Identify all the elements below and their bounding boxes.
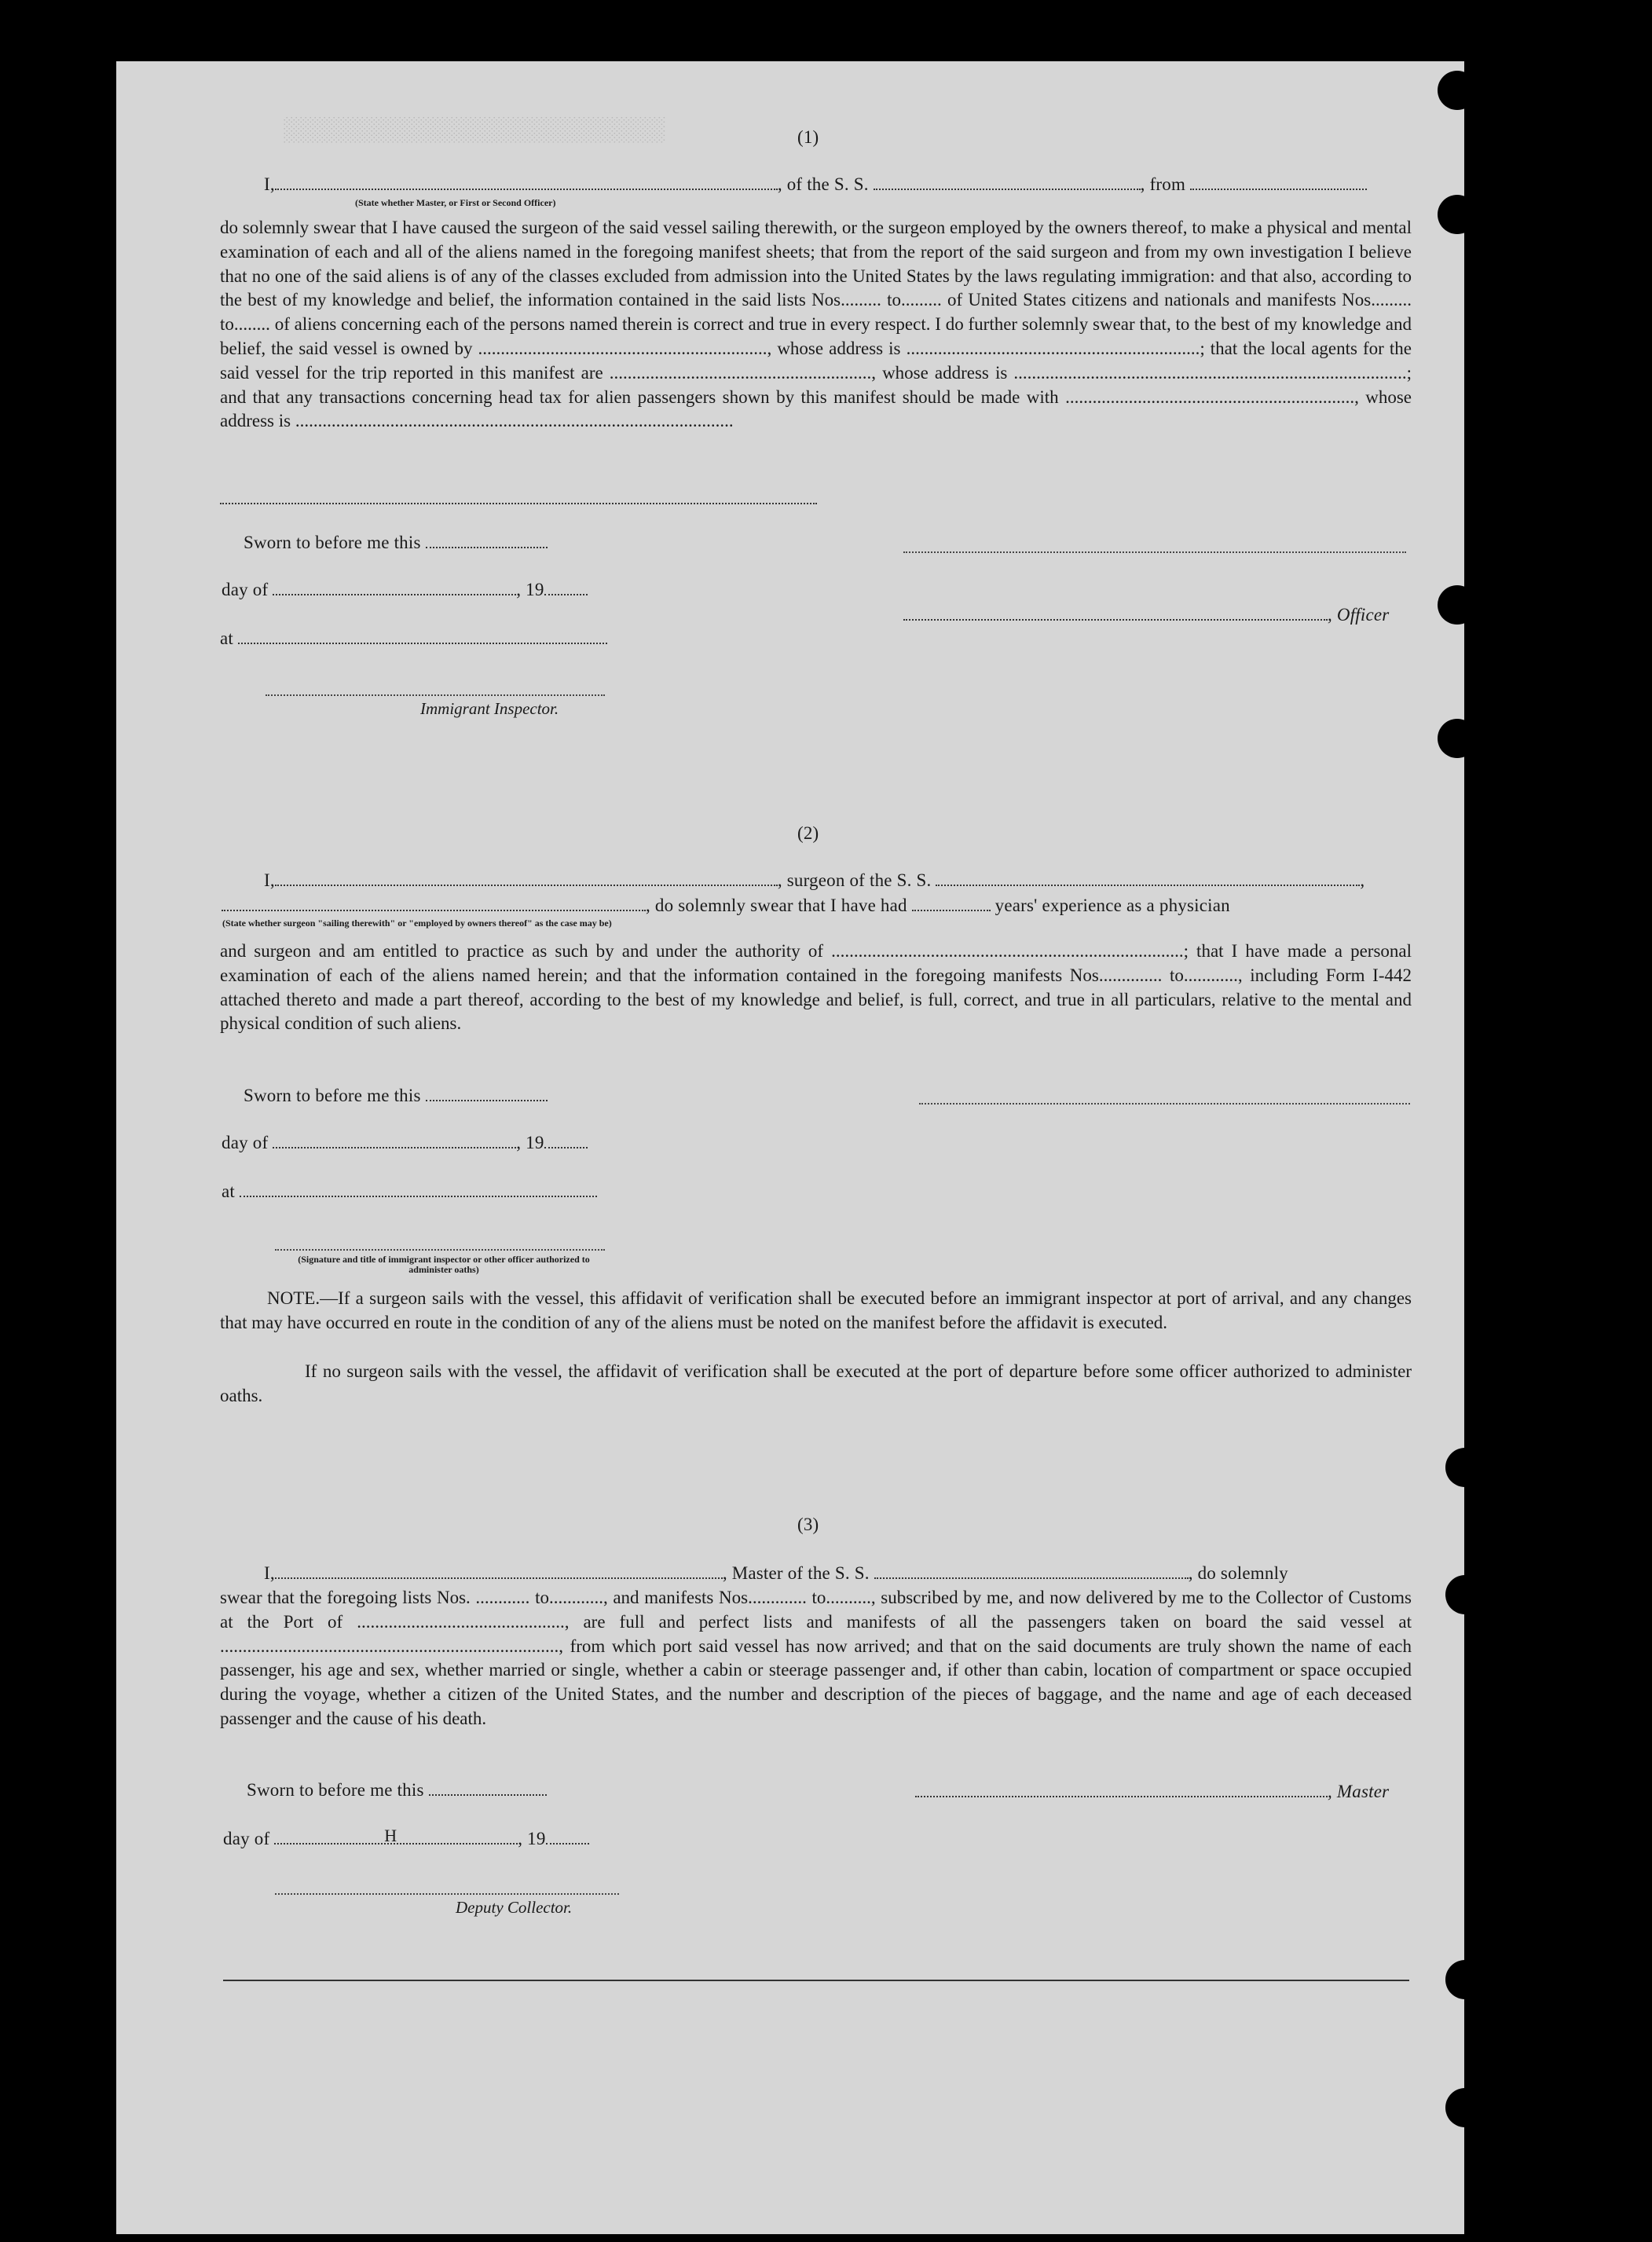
officer-signature-line [275, 1249, 605, 1251]
sworn-line: Sworn to before me this [247, 1780, 547, 1801]
note-paragraph: If no surgeon sails with the vessel, the affidavit of verification shall be executed at the port of departure before some officer authorized to administer oaths. [220, 1361, 1412, 1405]
section-number: (2) [797, 823, 819, 843]
bleed-through-text: ░░░░░░░░░░░░░░░░░░░░░░░░░░░ [283, 118, 665, 145]
punch-hole [1438, 71, 1477, 110]
collector-label: Deputy Collector. [456, 1898, 573, 1917]
punch-hole [1467, 240, 1507, 280]
punch-hole [1469, 1096, 1508, 1135]
surgeon-line-2: , do solemnly swear that I have had years' experience as a physician [222, 896, 1230, 916]
sworn-line: Sworn to before me this [244, 533, 548, 553]
at-line: at [222, 1181, 597, 1202]
punch-hole [1445, 1448, 1485, 1487]
day-of-line: day of , 19 [222, 580, 588, 600]
at-line: at [220, 628, 607, 649]
surgeon-line-1: I, , surgeon of the S. S. , [264, 870, 1365, 890]
collector-signature-line [275, 1893, 619, 1895]
inspector-signature-line [266, 694, 605, 696]
field-caption: (Signature and title of immigrant inspector or other officer authorized to administer oaths) [298, 1254, 590, 1275]
master-line-1: I, , Master of the S. S. , do solemnly [264, 1563, 1288, 1583]
punch-hole [1438, 585, 1477, 625]
day-of-line: day of , 19 [222, 1133, 588, 1153]
punch-hole [1445, 1960, 1485, 1999]
section-number: (3) [797, 1515, 819, 1534]
sworn-line: Sworn to before me this [244, 1086, 548, 1106]
master-signature-line: , Master [915, 1782, 1389, 1802]
signature-line [919, 1103, 1410, 1105]
officer-line: , Officer [903, 605, 1389, 625]
master-paragraph: swear that the foregoing lists Nos. ............ to............, and manifests Nos............. to.........., subscribed by me, and now delivered by me to the Collector of Customs at the Port of .............................................., are full and perfect lists and manifests of all the passengers taken on board the said vessel at ..........................................................................., from which port said vessel has now arrived; and that on the said documents are truly shown the name of each passenger, his age and sex, whether married or single, whether a cabin or steerage passenger and, if other than cabin, location of compartment or space occupied during the voyage, whether a citizen of the United States, and the number and description of the pieces of baggage, and the name and age of each deceased passenger and the cause of his death. [220, 1588, 1412, 1728]
inspector-label: Immigrant Inspector. [420, 699, 559, 718]
signature-line [903, 551, 1406, 553]
oath-line-1: I, , of the S. S. , from [264, 174, 1367, 195]
surgeon-paragraph: and surgeon and am entitled to practice as such by and under the authority of ..............................................................................; that I have made a personal examination of each of the aliens named herein; and that the information contained in the foregoing manifests Nos.............. to............, including Form I-442 attached thereto and made a part thereof, according to the best of my knowledge and belief, is full, correct, and true in all particulars, relative to the mental and physical condition of such aliens. [220, 941, 1412, 1034]
punch-hole [1438, 719, 1477, 758]
note-paragraph: NOTE.—If a surgeon sails with the vessel, this affidavit of verification shall be executed before an immigrant inspector at port of arrival, and any changes that may have occurred en route in the condition of any of the aliens must be noted on the manifest before the affidavit is executed. [220, 1288, 1412, 1332]
address-line [220, 503, 817, 504]
punch-hole [1445, 1575, 1485, 1614]
punch-hole [1445, 2088, 1485, 2127]
bottom-rule [223, 1980, 1409, 1981]
field-caption: (State whether surgeon "sailing therewith" or "employed by owners thereof" as the case may be) [222, 918, 612, 929]
oath-paragraph: do solemnly swear that I have caused the surgeon of the said vessel sailing therewith, or the surgeon employed by the owners thereof, to make a physical and mental examination of each and all of the aliens named in the foregoing manifest sheets; that from the report of the said surgeon and from my own investigation I believe that no one of the said aliens is of any of the classes excluded from admission into the United States by the laws regulating immigration: and that also, according to the best of my knowledge and belief, the information contained in the said lists Nos......... to......... of United States citizens and nationals and manifests Nos......... to........ of aliens concerning each of the persons named therein is correct and true in every respect. I do further solemnly swear that, to the best of my knowledge and belief, the said vessel is owned by ................................................................, whose address is .................................................................; that the local agents for the said vessel for the trip reported in this manifest are .........................................................., whose address is .......................................................................................; and that any transactions concerning head tax for alien passengers shown by this manifest should be made with ................................................................, whose address is ................................................................................................. [220, 218, 1412, 431]
section-number: (1) [797, 127, 819, 147]
field-caption: (State whether Master, or First or Second Officer) [355, 197, 556, 208]
day-of-line: day of H , 19 [223, 1829, 589, 1849]
punch-hole [1438, 195, 1477, 234]
